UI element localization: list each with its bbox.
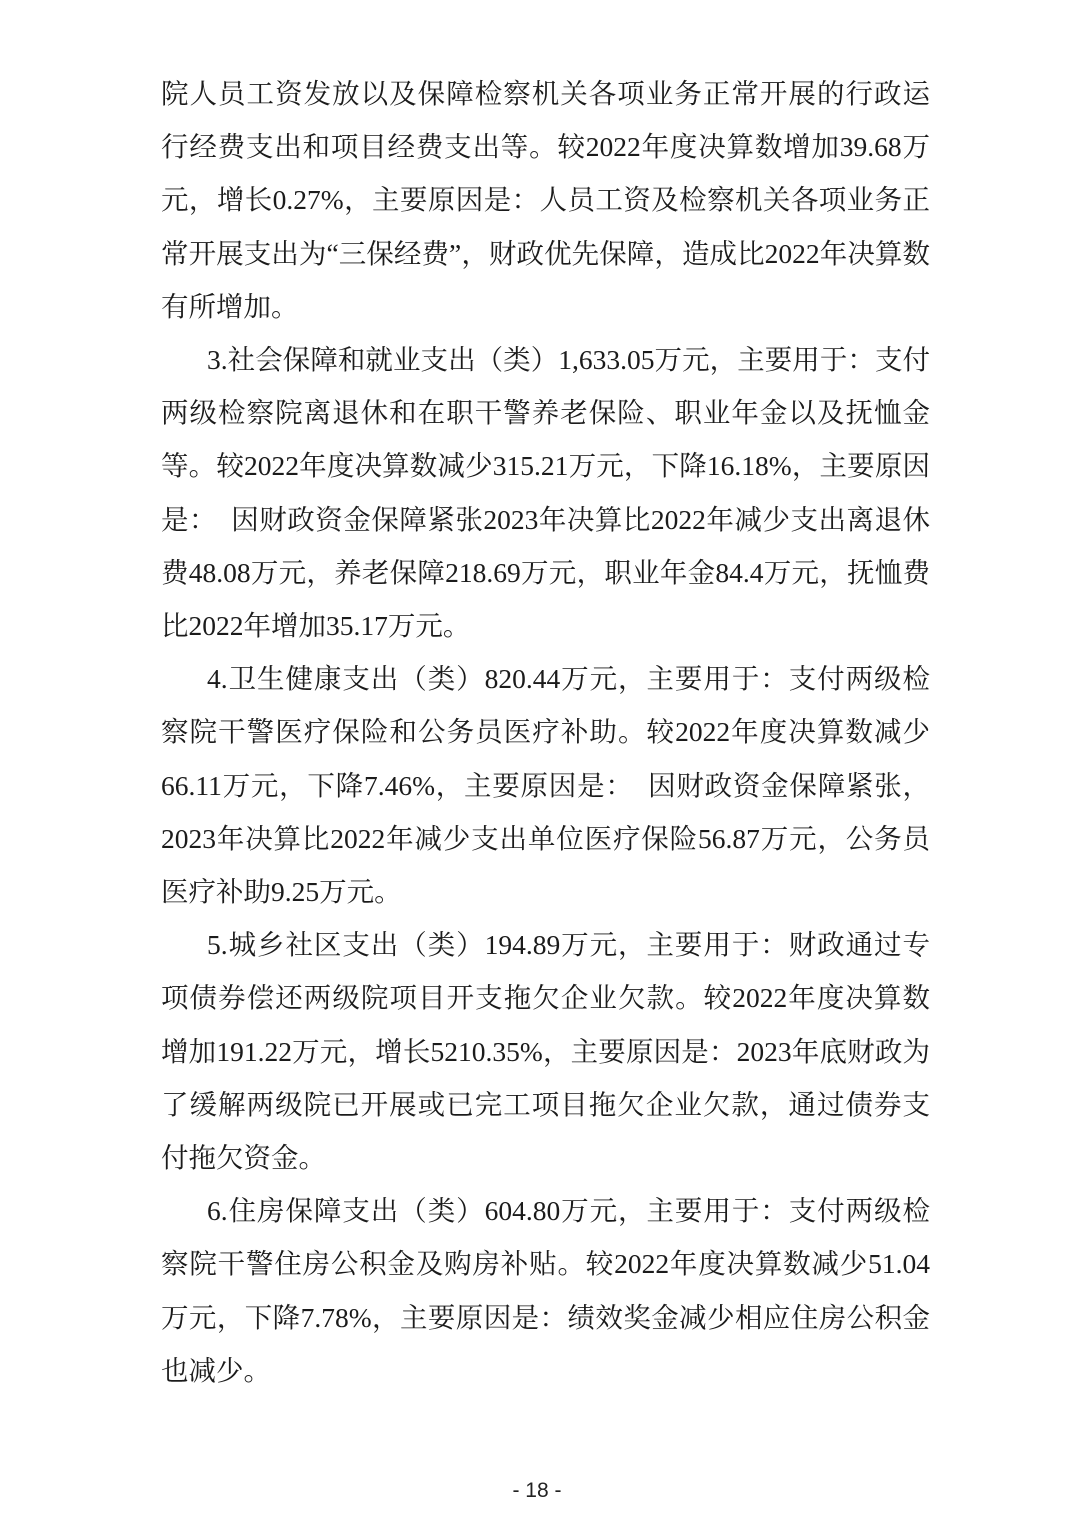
page-number: - 18 - [512,1479,562,1502]
paragraph-continuation: 院人员工资发放以及保障检察机关各项业务正常开展的行政运行经费支出和项目经费支出等。较2022年度决算数增加39.68万元，增长0.27%，主要原因是：人员工资及检察机关各项业务正常开展支出为“三保经费”，财政优先保障，造成比2022年决算数有所增加。 [161,78,930,322]
document-body [161,67,930,1397]
paragraph-item-3-social-security: 3.社会保障和就业支出（类）1,633.05万元，主要用于：支付两级检察院离退休和在职干警养老保险、职业年金以及抚恤金等。较2022年度决算数减少315.21万元，下降16.18%，主要原因是： 因财政资金保障紧张2023年决算比2022年减少支出离退休费48.08万元，养老保障218.69万元，职业年金84.4万元，抚恤费比2022年增加35.17万元。 [161,344,930,642]
paragraph-item-5-urban-rural-community: 5.城乡社区支出（类）194.89万元，主要用于：财政通过专项债券偿还两级院项目开支拖欠企业欠款。较2022年度决算数增加191.22万元，增长5210.35%，主要原因是：2023年底财政为了缓解两级院已开展或已完工项目拖欠企业欠款，通过债券支付拖欠资金。 [161,929,930,1174]
paragraph-item-4-health: 4.卫生健康支出（类）820.44万元，主要用于：支付两级检察院干警医疗保险和公务员医疗补助。较2022年度决算数减少66.11万元，下降7.46%，主要原因是： 因财政资金保障紧张，2023年决算比2022年减少支出单位医疗保险56.87万元，公务员医疗补助9.25万元。 [161,663,930,908]
paragraph-item-6-housing: 6.住房保障支出（类）604.80万元，主要用于：支付两级检察院干警住房公积金及购房补贴。较2022年度决算数减少51.04万元，下降7.78%，主要原因是：绩效奖金减少相应住房公积金也减少。 [161,1195,930,1386]
